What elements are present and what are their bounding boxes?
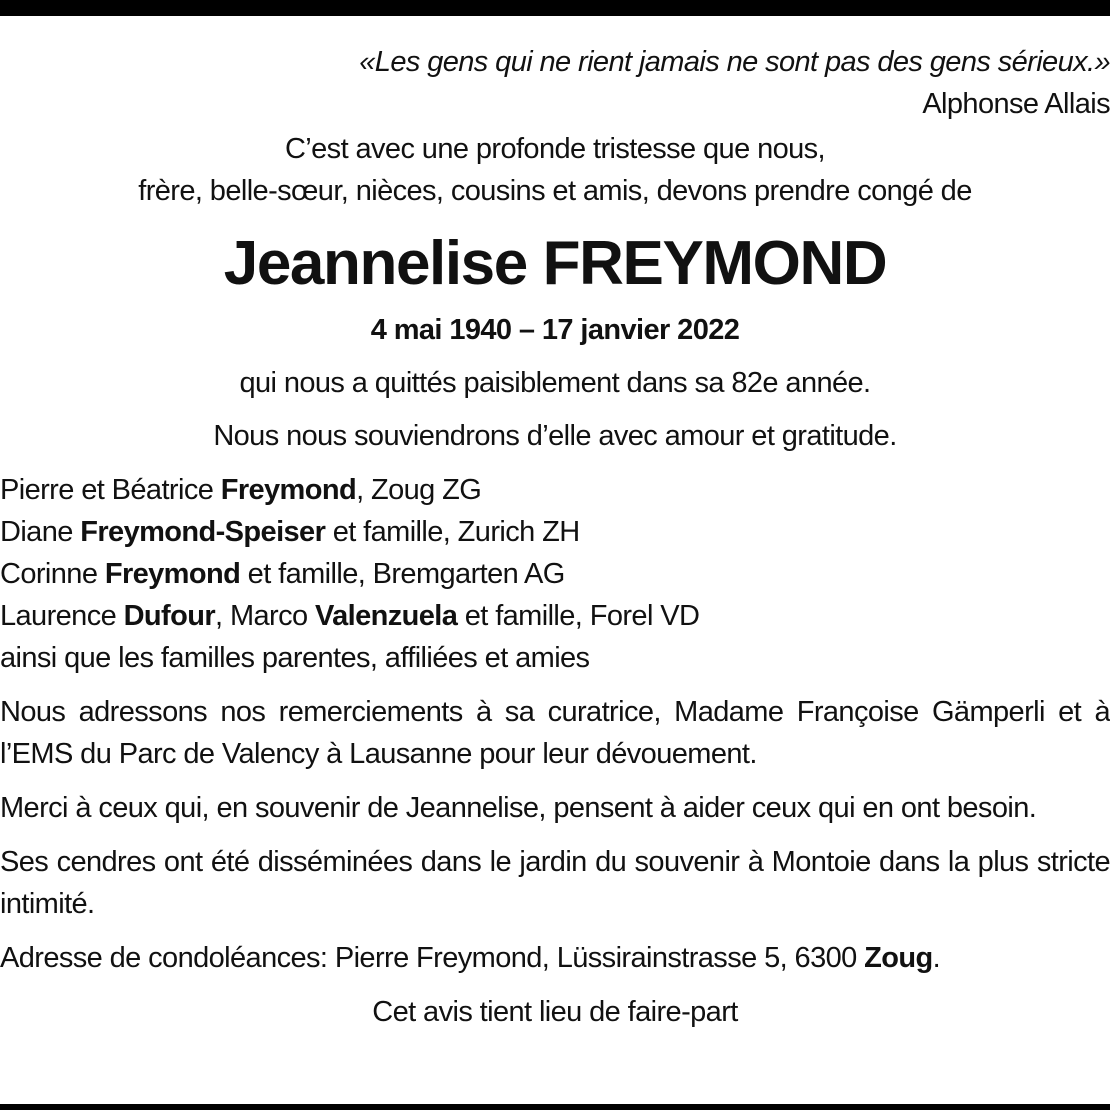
epigraph-author: Alphonse Allais bbox=[922, 88, 1110, 120]
bottom-border bbox=[0, 1104, 1110, 1110]
family-list bbox=[0, 469, 1110, 679]
passed-statement: qui nous a quittés paisiblement dans sa 82e année. bbox=[239, 367, 871, 399]
family-line-4-surname-2: Valenzuela bbox=[314, 600, 458, 632]
address-text: Adresse de condoléances: Pierre Freymond, Lüssirainstrasse 5, 6300 bbox=[0, 942, 865, 974]
epigraph-quote: «Les gens qui ne rient jamais ne sont pas des gens sérieux.» bbox=[359, 46, 1110, 78]
family-line-1-given: Pierre et Béatrice bbox=[0, 474, 221, 506]
condolence-address bbox=[0, 937, 1110, 979]
life-dates: 4 mai 1940 – 17 janvier 2022 bbox=[370, 314, 740, 346]
family-line-4-given: Laurence bbox=[0, 600, 124, 632]
family-line-3-surname: Freymond bbox=[104, 558, 241, 590]
family-line-1-surname: Freymond bbox=[220, 474, 357, 506]
merci-paragraph: Merci à ceux qui, en souvenir de Jeannelise, pensent à aider ceux qui en ont besoin. bbox=[0, 792, 1037, 824]
family-line-2 bbox=[0, 511, 1110, 553]
deceased-name: Jeannelise FREYMOND bbox=[223, 229, 887, 298]
family-line-2-place: et famille, Zurich ZH bbox=[325, 516, 580, 548]
family-line-2-surname: Freymond-Speiser bbox=[80, 516, 326, 548]
top-border bbox=[0, 0, 1110, 16]
intro-line-1: C’est avec une profonde tristesse que nous, bbox=[284, 133, 826, 165]
family-line-4-given-2: , Marco bbox=[215, 600, 315, 632]
address-end: . bbox=[932, 942, 941, 974]
family-line-4 bbox=[0, 595, 1110, 637]
address-city: Zoug bbox=[864, 942, 933, 974]
intro-line-2: frère, belle-sœur, nièces, cousins et amis, devons prendre congé de bbox=[138, 175, 972, 207]
family-line-1-place: , Zoug ZG bbox=[356, 474, 482, 506]
family-line-5: ainsi que les familles parentes, affiliées et amies bbox=[0, 642, 590, 674]
obituary-notice bbox=[0, 16, 1110, 1033]
family-line-3-given: Corinne bbox=[0, 558, 105, 590]
remember-statement: Nous nous souviendrons d’elle avec amour et gratitude. bbox=[213, 420, 897, 452]
ashes-paragraph: Ses cendres ont été disséminées dans le jardin du souvenir à Montoie dans la plus stricte intimité. bbox=[0, 846, 1110, 920]
family-line-1 bbox=[0, 469, 1110, 511]
family-line-4-surname-1: Dufour bbox=[123, 600, 216, 632]
faire-part-note: Cet avis tient lieu de faire-part bbox=[372, 996, 738, 1028]
family-line-2-given: Diane bbox=[0, 516, 81, 548]
family-line-4-place: et famille, Forel VD bbox=[457, 600, 700, 632]
thanks-paragraph: Nous adressons nos remerciements à sa curatrice, Madame Françoise Gämperli et à l’EMS du Parc de Valency à Lausanne pour leur dévouement. bbox=[0, 696, 1110, 770]
family-line-3 bbox=[0, 553, 1110, 595]
intro-text bbox=[0, 128, 1110, 212]
family-line-3-place: et famille, Bremgarten AG bbox=[240, 558, 565, 590]
